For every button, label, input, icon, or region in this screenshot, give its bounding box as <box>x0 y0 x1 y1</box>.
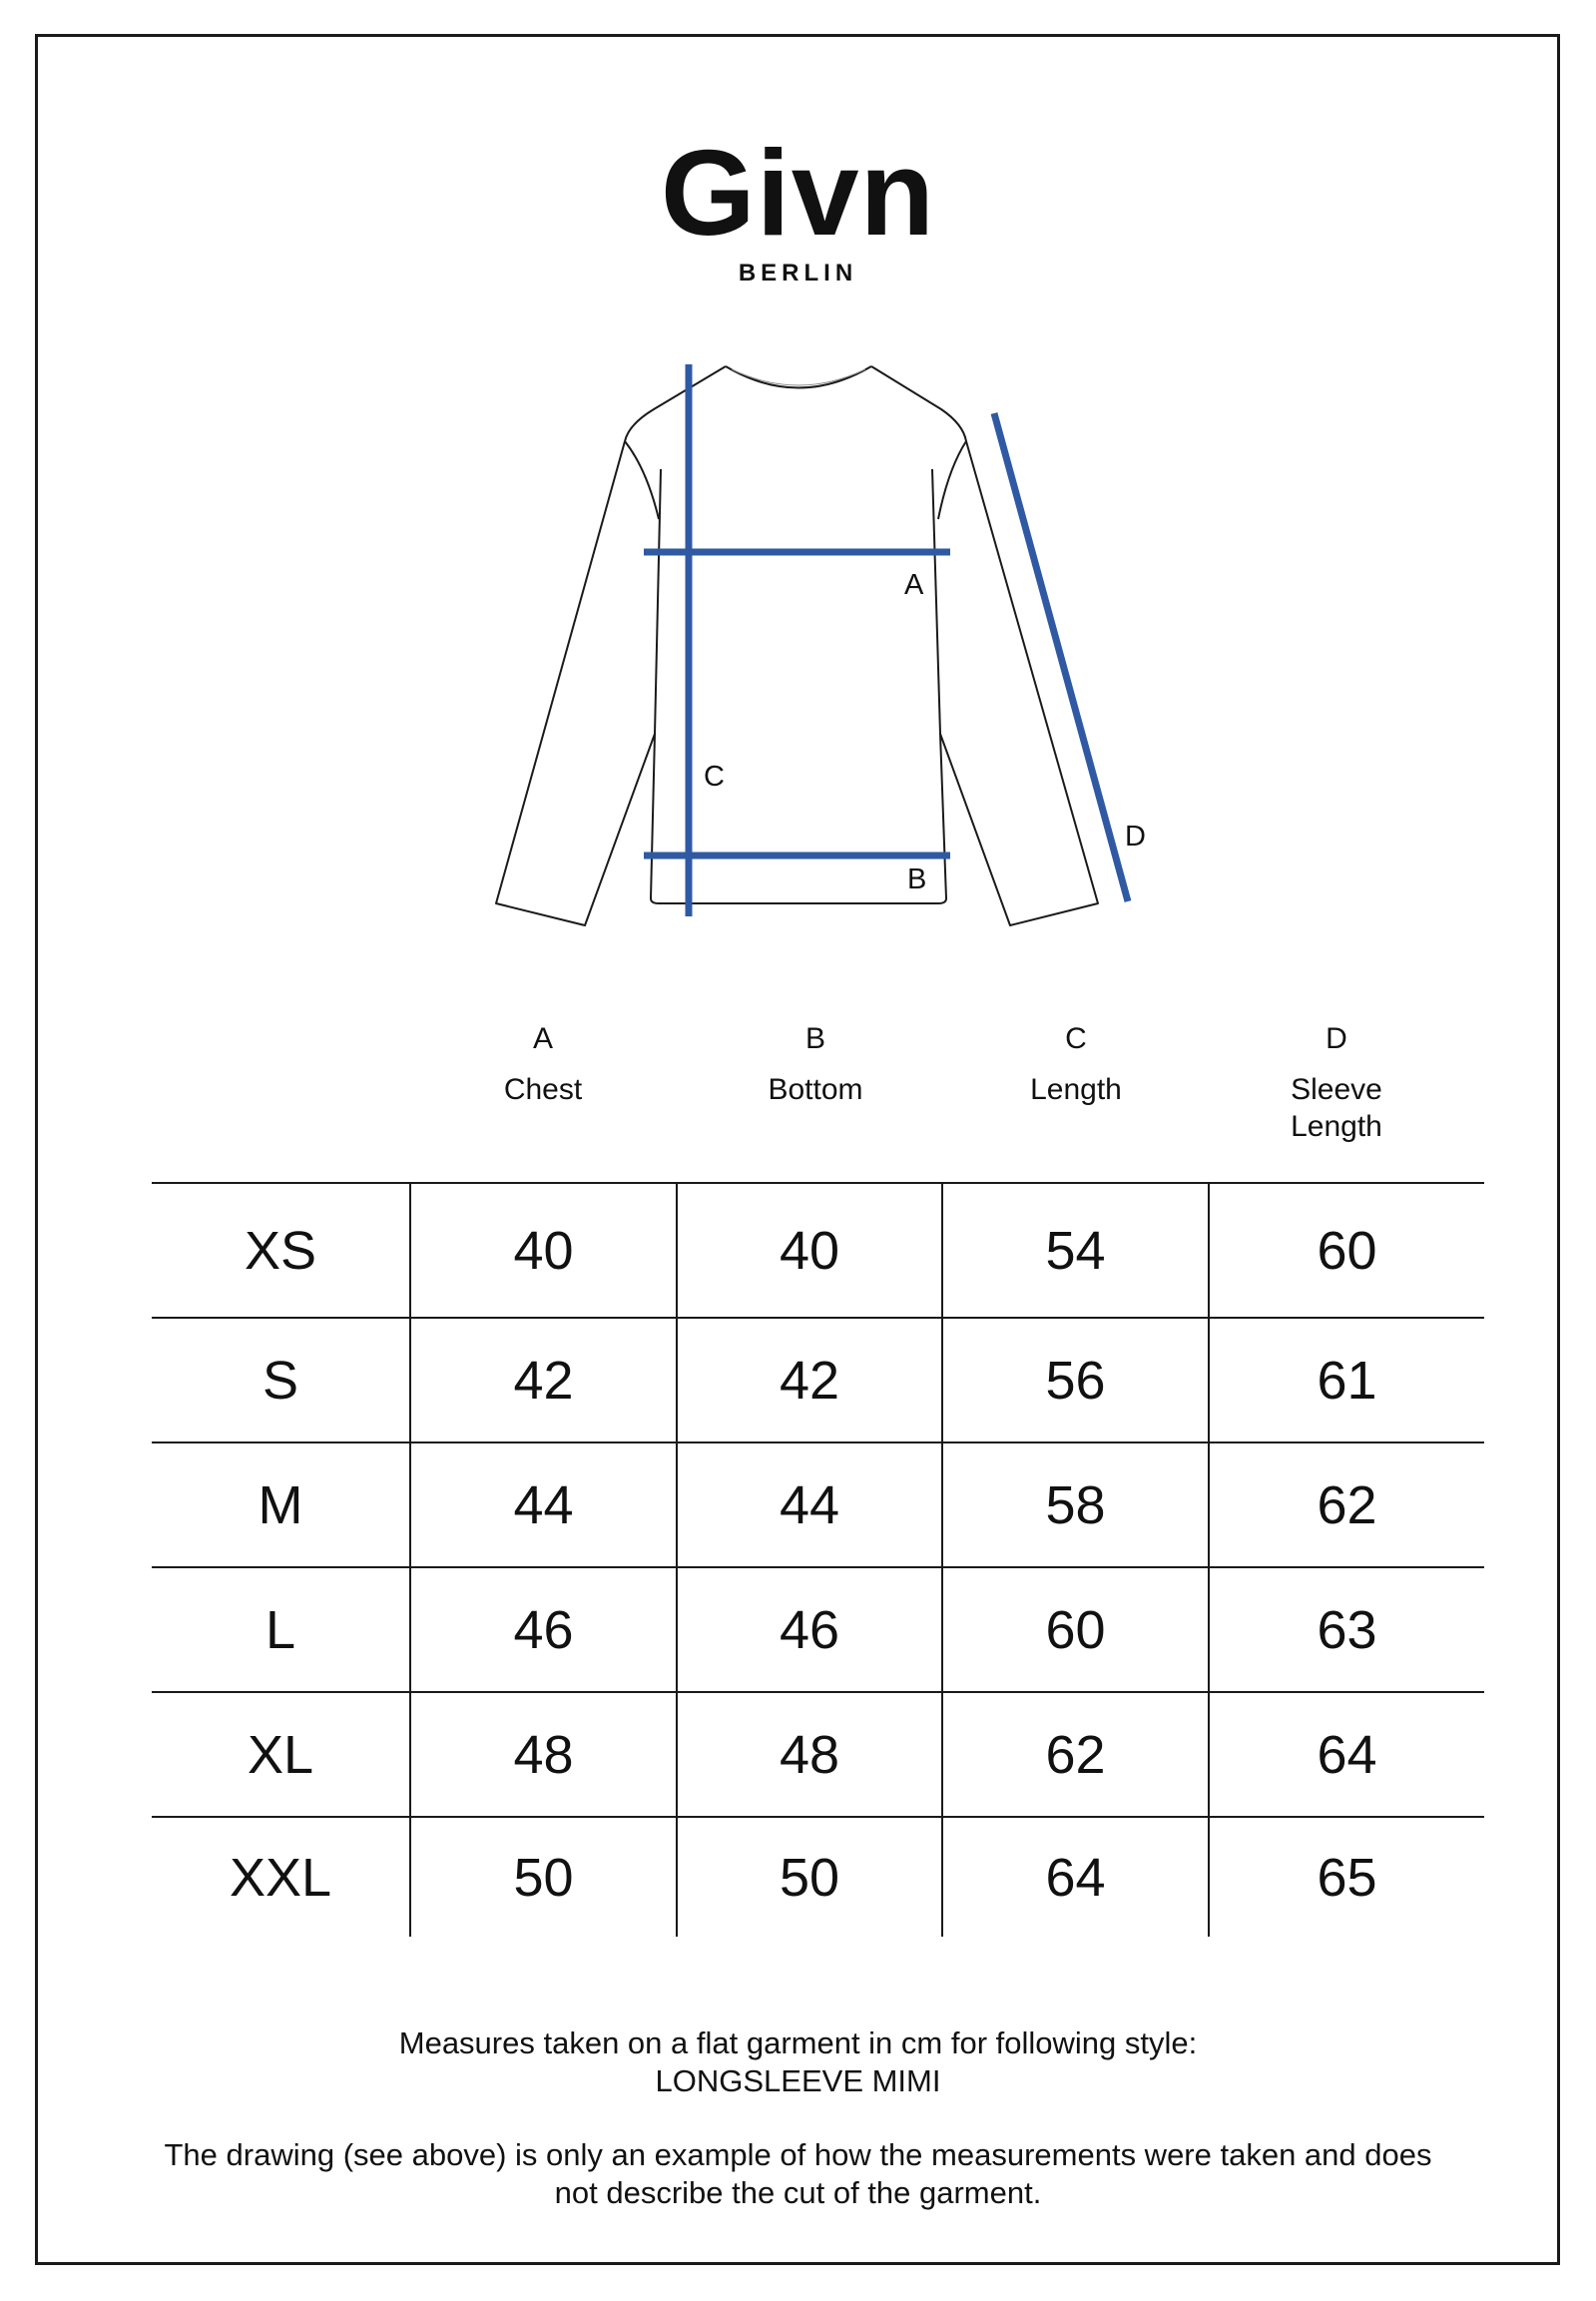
measurement-lines <box>644 364 1128 916</box>
table-row <box>152 1319 1484 1443</box>
style-name: LONGSLEEVE MIMI <box>655 2063 941 2098</box>
disclaimer-line-2: not describe the cut of the garment. <box>554 2175 1042 2210</box>
chest-cell: 44 <box>409 1443 676 1566</box>
measure-label-d: D <box>1125 821 1146 853</box>
length-cell: 60 <box>941 1568 1208 1691</box>
bottom-cell: 44 <box>676 1443 941 1566</box>
measure-label-a: A <box>904 569 924 601</box>
length-cell: 58 <box>941 1443 1208 1566</box>
measure-label-c: C <box>704 761 725 793</box>
length-cell: 54 <box>941 1184 1208 1317</box>
sleeve-length-cell: 63 <box>1208 1568 1484 1691</box>
drawing-disclaimer <box>60 2136 1536 2212</box>
size-chart-table <box>152 1182 1484 1937</box>
table-row <box>152 1182 1484 1319</box>
column-name: Chest <box>503 1073 583 1106</box>
table-row <box>152 1818 1484 1937</box>
bottom-cell: 48 <box>676 1693 941 1816</box>
table-row <box>152 1568 1484 1693</box>
column-letter: D <box>1326 1022 1347 1055</box>
column-letter: A <box>532 1022 553 1055</box>
size-cell: XS <box>244 1220 317 1281</box>
brand-logo-city: BERLIN <box>738 260 858 287</box>
column-name: Bottom <box>768 1073 863 1106</box>
length-cell: 62 <box>941 1693 1208 1816</box>
column-name: Length <box>1030 1073 1122 1106</box>
table-row <box>152 1443 1484 1568</box>
bottom-cell: 40 <box>676 1184 941 1317</box>
length-cell: 56 <box>941 1319 1208 1441</box>
chest-cell: 50 <box>409 1818 676 1937</box>
sleeve-length-cell: 62 <box>1208 1443 1484 1566</box>
bottom-cell: 46 <box>676 1568 941 1691</box>
sleeve-length-cell: 64 <box>1208 1693 1484 1816</box>
chest-cell: 48 <box>409 1693 676 1816</box>
measures-note-line: Measures taken on a flat garment in cm for following style: <box>398 2025 1198 2060</box>
measures-note <box>60 2024 1536 2100</box>
brand-logo-wordmark: Givn <box>660 125 936 261</box>
chest-cell: 42 <box>409 1319 676 1441</box>
column-letter: C <box>1065 1022 1087 1055</box>
length-cell: 64 <box>941 1818 1208 1937</box>
column-header-bottom <box>696 1020 935 1108</box>
bottom-cell: 42 <box>676 1319 941 1441</box>
bottom-cell: 50 <box>676 1818 941 1937</box>
chest-cell: 40 <box>409 1184 676 1317</box>
sleeve-length-cell: 60 <box>1208 1184 1484 1317</box>
size-cell: M <box>258 1474 303 1535</box>
size-cell: S <box>262 1350 299 1411</box>
garment-measurement-diagram <box>0 0 1596 998</box>
table-row <box>152 1693 1484 1818</box>
column-letter: B <box>804 1022 825 1055</box>
column-header-length <box>956 1020 1196 1108</box>
column-header-chest <box>423 1020 663 1108</box>
size-cell: L <box>265 1599 296 1660</box>
sleeve-length-cell: 61 <box>1208 1319 1484 1441</box>
column-name: Sleeve Length <box>1291 1073 1382 1143</box>
measure-line-sleeve <box>994 413 1128 901</box>
disclaimer-line-1: The drawing (see above) is only an example of how the measurements were taken and does <box>164 2137 1432 2172</box>
size-cell: XL <box>247 1724 314 1785</box>
sleeve-length-cell: 65 <box>1208 1818 1484 1937</box>
chest-cell: 46 <box>409 1568 676 1691</box>
column-header-sleeve-length <box>1217 1020 1456 1145</box>
measure-label-b: B <box>907 863 927 895</box>
size-cell: XXL <box>229 1847 332 1908</box>
